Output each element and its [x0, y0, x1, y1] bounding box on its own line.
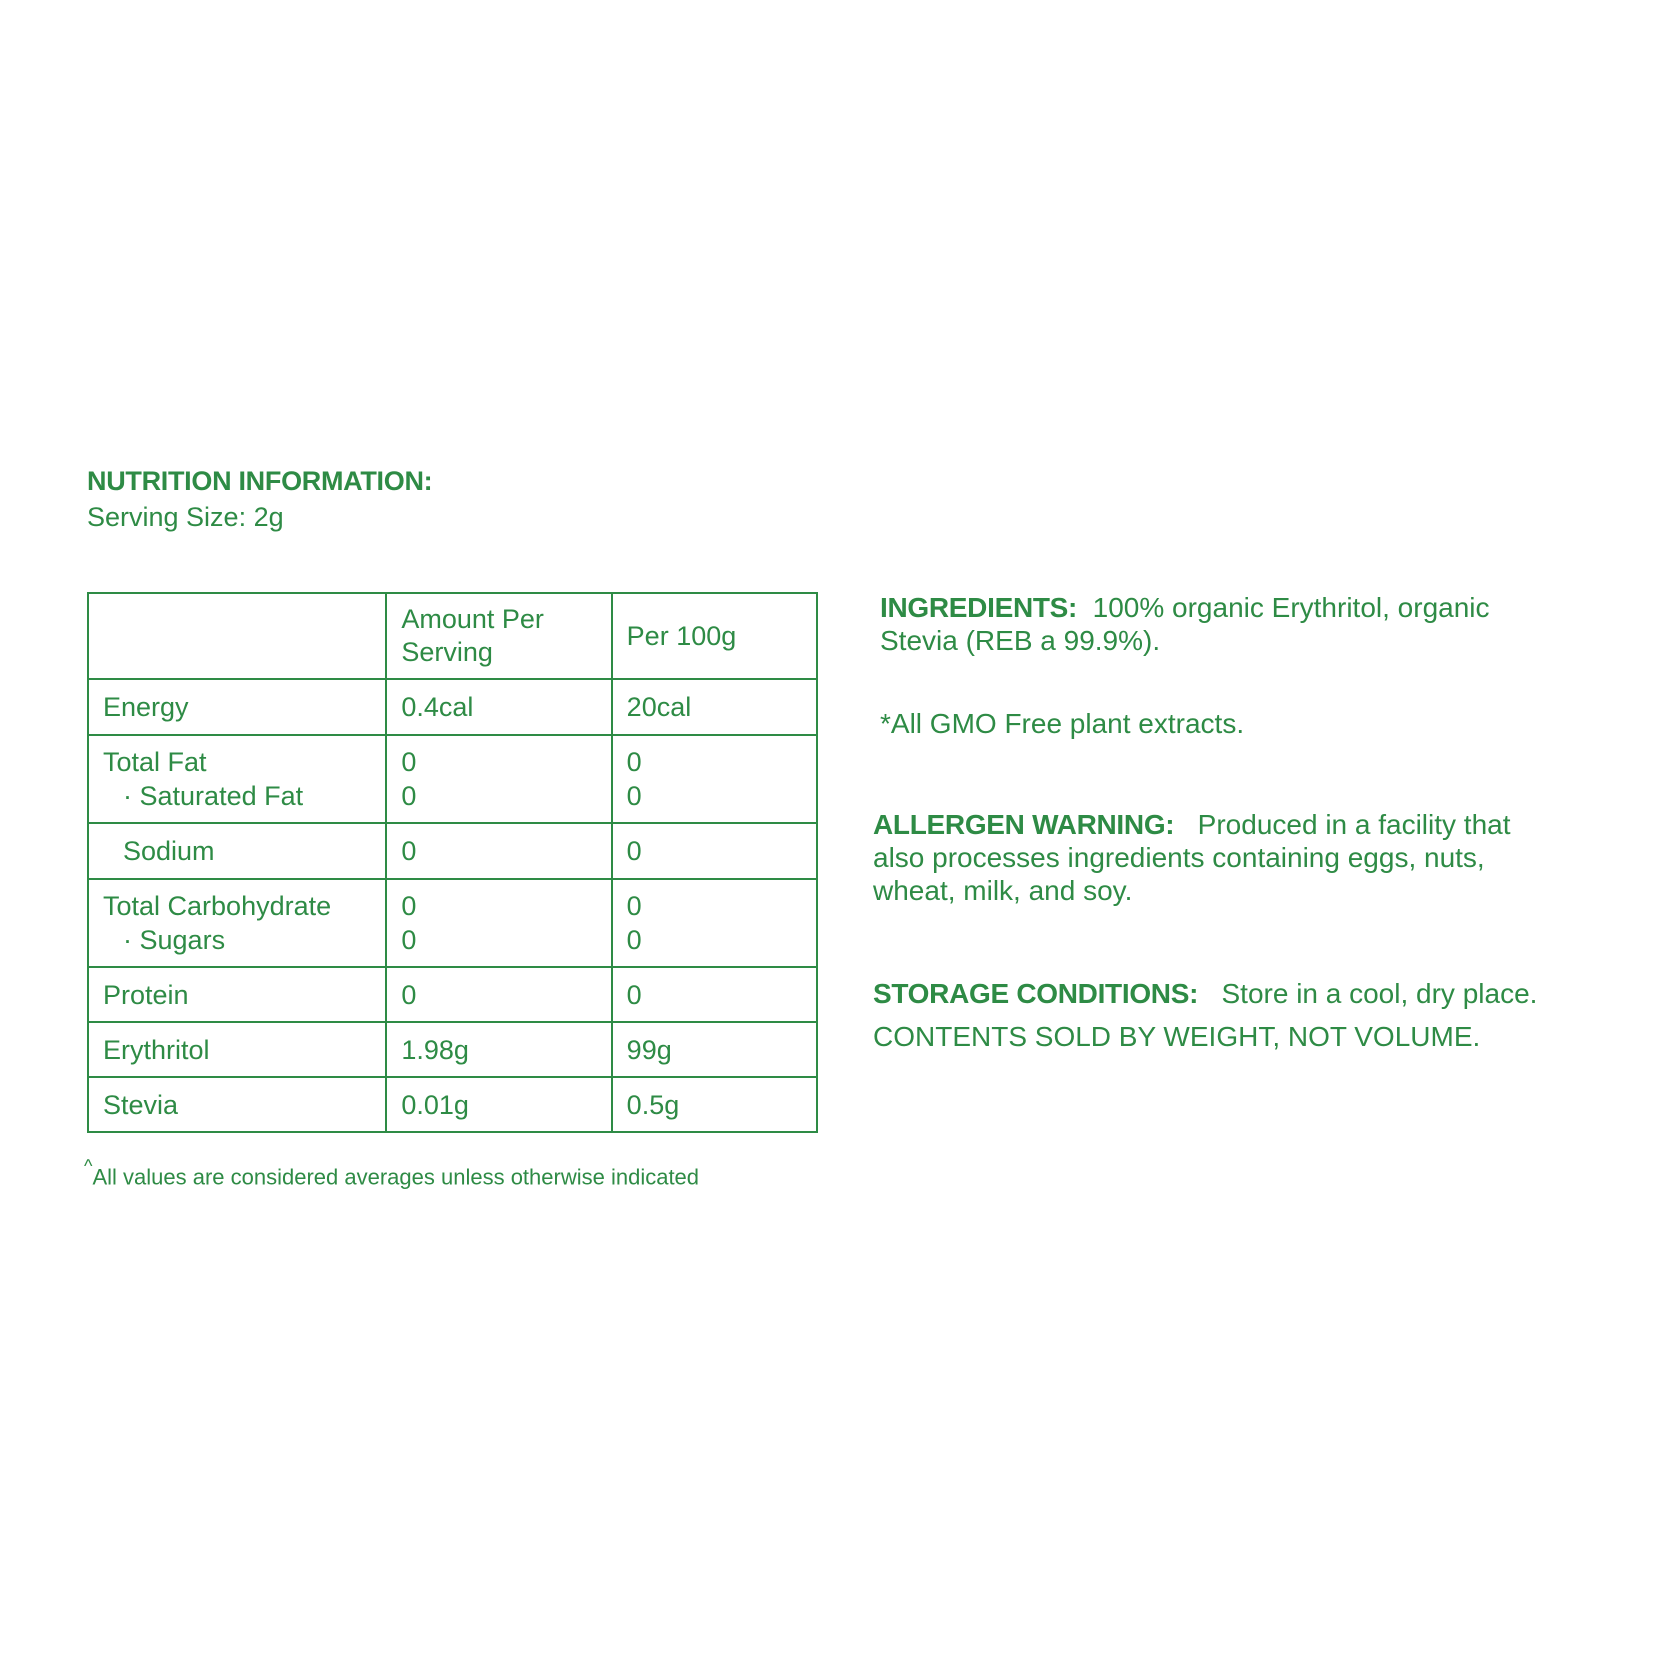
- table-header-row: [88, 593, 817, 679]
- sub-label: Sugars: [139, 925, 226, 955]
- allergen-text: Produced in a facility that: [1197, 809, 1511, 840]
- value: 0: [401, 747, 417, 777]
- contents-note: CONTENTS SOLD BY WEIGHT, NOT VOLUME.: [873, 1021, 1481, 1052]
- row-label: Erythritol: [88, 1022, 386, 1077]
- table-row: [88, 967, 817, 1022]
- section-title: NUTRITION INFORMATION:: [87, 466, 433, 496]
- row-per-100g: [612, 735, 817, 823]
- table-row: [88, 735, 817, 823]
- storage-label: STORAGE CONDITIONS:: [873, 978, 1199, 1009]
- row-label: [88, 735, 386, 823]
- header-cell-per-100g: Per 100g: [612, 593, 817, 679]
- table-row: [88, 823, 817, 879]
- storage-text: Store in a cool, dry place.: [1221, 978, 1538, 1009]
- value: 0: [401, 891, 417, 921]
- value: 0: [401, 925, 417, 955]
- row-label: Stevia: [88, 1077, 386, 1132]
- table-row: [88, 879, 817, 967]
- row-per-serving: [386, 879, 611, 967]
- row-per-100g: 0.5g: [612, 1077, 817, 1132]
- allergen-text-line2: also processes ingredients containing eggs, nuts,: [873, 842, 1485, 873]
- value: 0: [626, 781, 642, 811]
- row-label: [88, 879, 386, 967]
- row-per-100g: 99g: [612, 1022, 817, 1077]
- table-row: [88, 1022, 817, 1077]
- bullet: ·: [123, 925, 132, 955]
- gmo-note: *All GMO Free plant extracts.: [880, 708, 1245, 739]
- row-per-serving: 0: [386, 967, 611, 1022]
- row-per-serving: 1.98g: [386, 1022, 611, 1077]
- allergen-text-line3: wheat, milk, and soy.: [873, 875, 1133, 906]
- serving-size: Serving Size: 2g: [87, 502, 284, 532]
- table-row: [88, 679, 817, 735]
- row-per-100g: 0: [612, 967, 817, 1022]
- value: 0: [626, 891, 642, 921]
- row-label-sub: [103, 923, 371, 957]
- ingredients-label: INGREDIENTS:: [880, 592, 1078, 623]
- row-label: Protein: [88, 967, 386, 1022]
- row-per-serving: 0: [386, 823, 611, 879]
- allergen-label: ALLERGEN WARNING:: [873, 809, 1175, 840]
- storage-block: [873, 977, 1537, 1053]
- row-label-main: Total Carbohydrate: [103, 891, 332, 921]
- row-per-serving: [386, 735, 611, 823]
- row-per-100g: 0: [612, 823, 817, 879]
- row-per-100g: 20cal: [612, 679, 817, 735]
- row-per-serving: 0.4cal: [386, 679, 611, 735]
- allergen-block: [873, 808, 1511, 907]
- ingredients-text: 100% organic Erythritol, organic: [1092, 592, 1490, 623]
- table-row: [88, 1077, 817, 1132]
- value: 0: [401, 781, 417, 811]
- footnote-text: All values are considered averages unless otherwise indicated: [92, 1164, 700, 1190]
- sub-label: Saturated Fat: [139, 781, 304, 811]
- nutrition-table: [87, 592, 818, 1133]
- row-label: Sodium: [88, 823, 386, 879]
- bullet: ·: [123, 781, 132, 811]
- footnote-mark: ^: [84, 1156, 93, 1176]
- ingredients-text-line2: Stevia (REB a 99.9%).: [880, 625, 1161, 656]
- value: 0: [626, 747, 642, 777]
- footnote: [84, 1156, 700, 1190]
- value: 0: [626, 925, 642, 955]
- row-per-100g: [612, 879, 817, 967]
- row-label-sub: [103, 779, 371, 813]
- header-cell-per-serving: Amount Per Serving: [386, 593, 611, 679]
- row-label-main: Total Fat: [103, 747, 207, 777]
- header-cell-empty: [88, 593, 386, 679]
- ingredients-block: [880, 591, 1490, 657]
- row-per-serving: 0.01g: [386, 1077, 611, 1132]
- row-label: Energy: [88, 679, 386, 735]
